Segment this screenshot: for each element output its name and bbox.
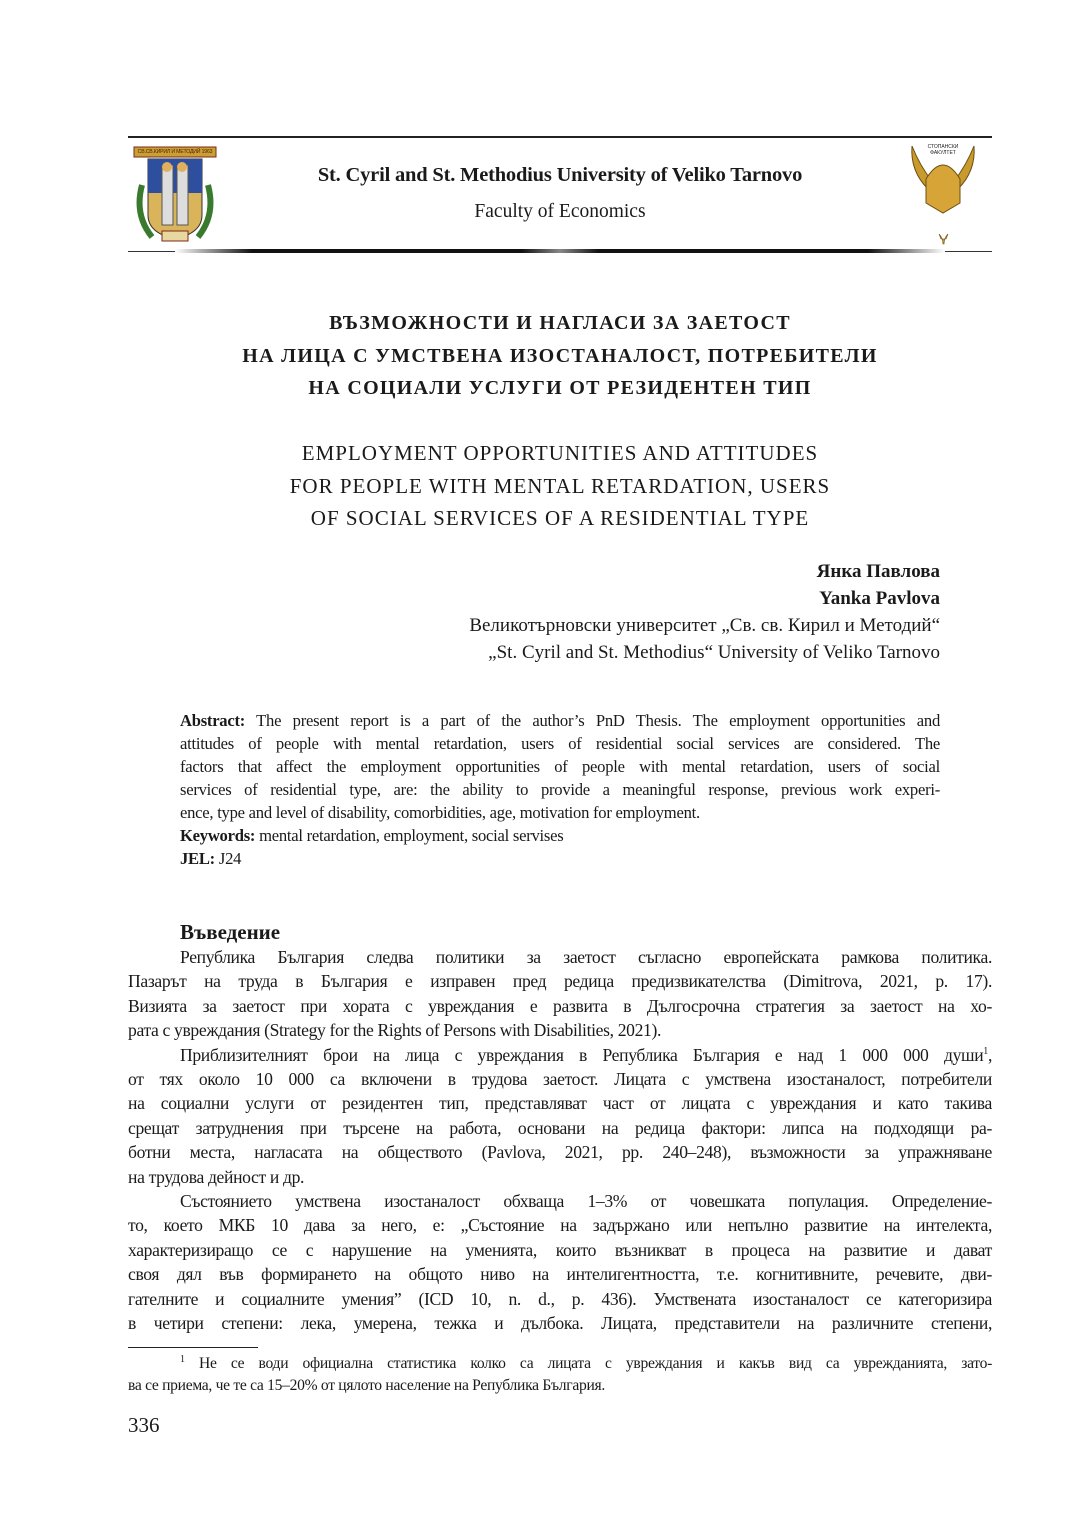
abstract-label: Abstract: bbox=[180, 711, 246, 730]
faculty-helmet-logo bbox=[908, 141, 978, 216]
body-line: Състоянието умствена изостаналост обхваща 1–3% от човешката популация. Определение- bbox=[180, 1191, 992, 1212]
body-line: в четири степени: лека, умерена, тежка и дълбока. Лицата, представители на различните степени, bbox=[128, 1313, 992, 1334]
title-bg-line: НА СОЦИАЛИ УСЛУГИ ОТ РЕЗИДЕНТЕН ТИП bbox=[308, 377, 812, 399]
body-line: рата с увреждания (Strategy for the Rights of Persons with Disabilities, 2021). bbox=[128, 1020, 662, 1041]
author-affiliation-en: „St. Cyril and St. Methodius“ University of Veliko Tarnovo bbox=[488, 642, 940, 663]
small-emblem-icon bbox=[938, 232, 949, 244]
keywords bbox=[180, 824, 940, 847]
jel-text: J24 bbox=[214, 849, 242, 868]
faculty-name: Faculty of Economics bbox=[474, 201, 646, 222]
author-name-en: Yanka Pavlova bbox=[819, 588, 940, 609]
abstract-line: ence, type and level of disability, comorbidities, age, motivation for employment. bbox=[180, 803, 700, 822]
footnote-mark: 1 bbox=[180, 1353, 185, 1365]
header-decorative-rule bbox=[175, 249, 945, 253]
abstract bbox=[180, 709, 940, 870]
body-line: то, което МКБ 10 дава за него, е: „Състояние на задържано или непълно развитие на интелекта, bbox=[128, 1215, 992, 1236]
title-en-line: OF SOCIAL SERVICES OF A RESIDENTIAL TYPE bbox=[310, 506, 810, 530]
abstract-text: The present report is a part of the author’s PnD Thesis. The employment opportunities and bbox=[245, 711, 940, 730]
body-line bbox=[128, 1043, 992, 1067]
body-line: Визията за заетост при хората с увреждания е развита в Дългосрочна стратегия за заетост на хо- bbox=[128, 995, 992, 1016]
abstract-line: services of residential type, are: the ability to provide a meaningful response, previous work experi- bbox=[180, 780, 940, 799]
university-crest-logo bbox=[132, 145, 218, 245]
footnote-text: Не се води официална статистика колко са лицата с увреждания и какъв вид са уврежданията, зато- bbox=[184, 1355, 992, 1372]
crest-banner-text: СВ.СВ.КИРИЛ И МЕТОДИЙ 1963 bbox=[137, 149, 213, 155]
body-text-span: Приблизителният брои на лица с увреждания в Република България е над 1 000 000 души bbox=[180, 1044, 984, 1065]
title-english bbox=[128, 437, 992, 535]
footnote-separator bbox=[128, 1347, 258, 1348]
title-bulgarian bbox=[128, 307, 992, 405]
page-number: 336 bbox=[128, 1413, 160, 1437]
footnote-ref[interactable]: 1 bbox=[983, 1045, 988, 1057]
section-heading: Въведение bbox=[180, 920, 281, 944]
university-name: St. Cyril and St. Methodius University of Veliko Tarnovo bbox=[317, 164, 803, 186]
title-bg-line: НА ЛИЦА С УМСТВЕНА ИЗОСТАНАЛОСТ, ПОТРЕБИТЕЛИ bbox=[242, 344, 878, 367]
body-line: своя дял във формирането на общото ниво на интелигентността, т.е. когнитивните, речевите, дви- bbox=[128, 1264, 992, 1285]
title-en-line: EMPLOYMENT OPPORTUNITIES AND ATTITUDES bbox=[301, 441, 819, 465]
jel-label: JEL: bbox=[180, 849, 215, 868]
body-line: на трудова дейност и др. bbox=[128, 1166, 305, 1187]
body-line: от тях около 10 000 са включени в трудова заетост. Лицата с умствена изостаналост, потребители bbox=[128, 1069, 992, 1090]
header-top-rule bbox=[128, 136, 992, 138]
author-block bbox=[469, 558, 940, 666]
body-line: гателните и социалните умения” (ICD 10, n. d., p. 436). Умствената изостаналост се категоризира bbox=[128, 1288, 992, 1309]
author-name-bg: Янка Павлова bbox=[816, 561, 940, 582]
keywords-label: Keywords: bbox=[180, 826, 256, 845]
body-line: Република България следва политики за заетост съгласно европейската рамкова политика. bbox=[180, 947, 992, 967]
body-line: характеризиращо се с нарушение на уменията, които възникват в процеса на развитие и дават bbox=[128, 1239, 992, 1260]
title-en-line: FOR PEOPLE WITH MENTAL RETARDATION, USERS bbox=[289, 473, 831, 498]
author-affiliation-bg: Великотърновски университет „Св. св. Кирил и Методий“ bbox=[469, 615, 940, 636]
footnote bbox=[128, 1353, 992, 1397]
svg-text:ФАКУЛТЕТ: ФАКУЛТЕТ bbox=[930, 150, 956, 156]
title-bg-line: ВЪЗМОЖНОСТИ И НАГЛАСИ ЗА ЗАЕТОСТ bbox=[329, 312, 791, 334]
body-line: ботни места, нагласата на обществото (Pavlova, 2021, pp. 240–248), възможности за упражняване bbox=[128, 1142, 992, 1163]
body-line: Пазарът на труда в България е изправен пред редица предизвикателства (Dimitrova, 2021, p. 17). bbox=[128, 971, 992, 992]
jel bbox=[180, 847, 940, 870]
footnote-line bbox=[128, 1353, 992, 1375]
footnote-line: ва се приема, че те са 15–20% от цялото население на Република България. bbox=[128, 1377, 605, 1394]
keywords-text: mental retardation, employment, social servises bbox=[255, 826, 564, 845]
body-line: срещат затруднения при търсене на работа, основани на редица фактори: липса на подходящи ра- bbox=[128, 1117, 992, 1138]
body-line: на социални услуги от резидентен тип, представляват част от лицата с увреждания и като такива bbox=[128, 1093, 992, 1114]
abstract-line: factors that affect the employment opportunities of people with mental retardation, users of social bbox=[180, 757, 940, 776]
svg-text:СТОПАНСКИ: СТОПАНСКИ bbox=[927, 144, 959, 150]
abstract-line: attitudes of people with mental retardation, users of residential social services are considered. The bbox=[180, 734, 940, 753]
body-text-span: , bbox=[987, 1044, 992, 1065]
abstract-line bbox=[180, 709, 940, 732]
body-text bbox=[128, 945, 992, 1336]
